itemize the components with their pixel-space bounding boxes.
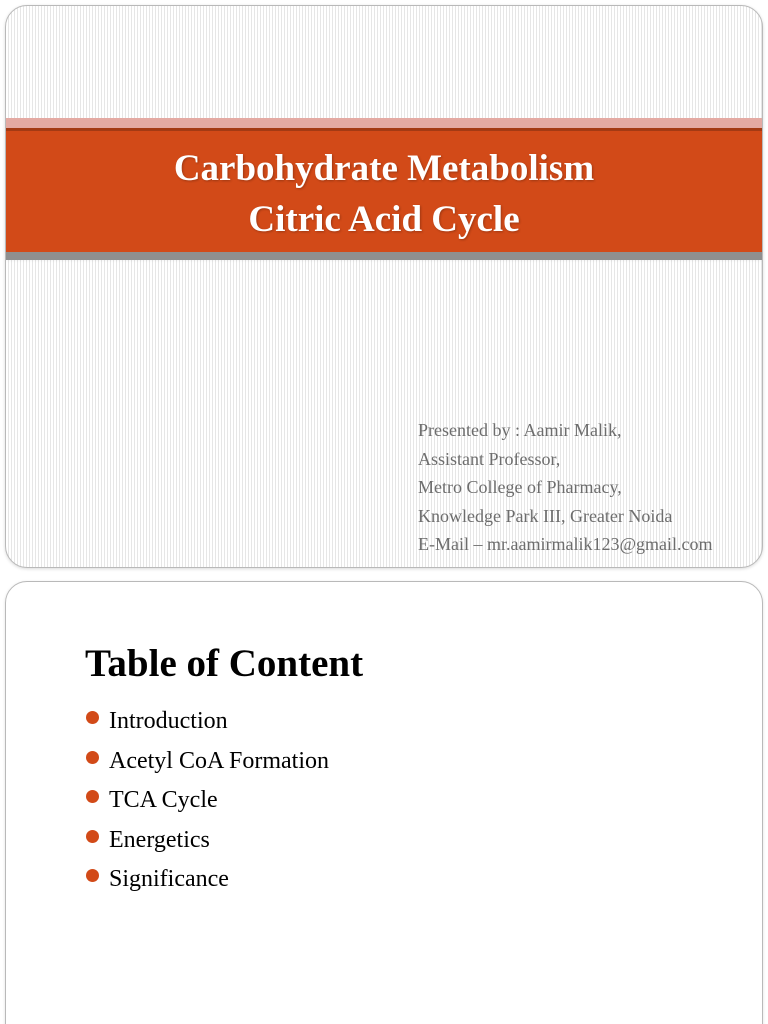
toc-item-energetics — [85, 821, 329, 861]
toc-heading: Table of Content — [85, 642, 364, 685]
toc-item-tca-cycle — [85, 781, 329, 821]
title-band-shadow — [6, 252, 762, 260]
bullet-dot-icon — [86, 711, 99, 724]
toc-item-label: Significance — [109, 866, 229, 892]
toc-item-label: Acetyl CoA Formation — [109, 747, 329, 774]
title-slide — [5, 5, 763, 568]
presenter-info — [418, 416, 713, 559]
toc-item-label: Energetics — [109, 826, 210, 853]
bullet-dot-icon — [86, 751, 99, 764]
slide-title — [6, 143, 762, 245]
title-band — [6, 128, 762, 252]
toc-item-acetyl-coa-formation — [85, 742, 329, 782]
toc-item-introduction — [85, 702, 329, 742]
bullet-dot-icon — [86, 869, 99, 882]
toc-list — [85, 702, 329, 900]
toc-item-significance — [85, 860, 329, 900]
bullet-dot-icon — [86, 790, 99, 803]
presenter-position: Assistant Professor, — [418, 448, 561, 469]
presenter-email: E-Mail – mr.aamirmalik123@gmail.com — [418, 534, 713, 554]
presenter-college: Metro College of Pharmacy, — [418, 477, 622, 497]
presenter-name: Presented by : Aamir Malik, — [418, 420, 622, 440]
bullet-dot-icon — [86, 830, 99, 843]
toc-item-label: TCA Cycle — [109, 787, 218, 813]
title-line-1: Carbohydrate Metabolism — [173, 148, 595, 189]
toc-slide — [5, 581, 763, 1024]
presenter-location: Knowledge Park III, Greater Noida — [418, 505, 673, 526]
title-line-2: Citric Acid Cycle — [248, 199, 520, 240]
toc-item-label: Introduction — [109, 708, 228, 734]
title-band-highlight — [6, 118, 762, 128]
